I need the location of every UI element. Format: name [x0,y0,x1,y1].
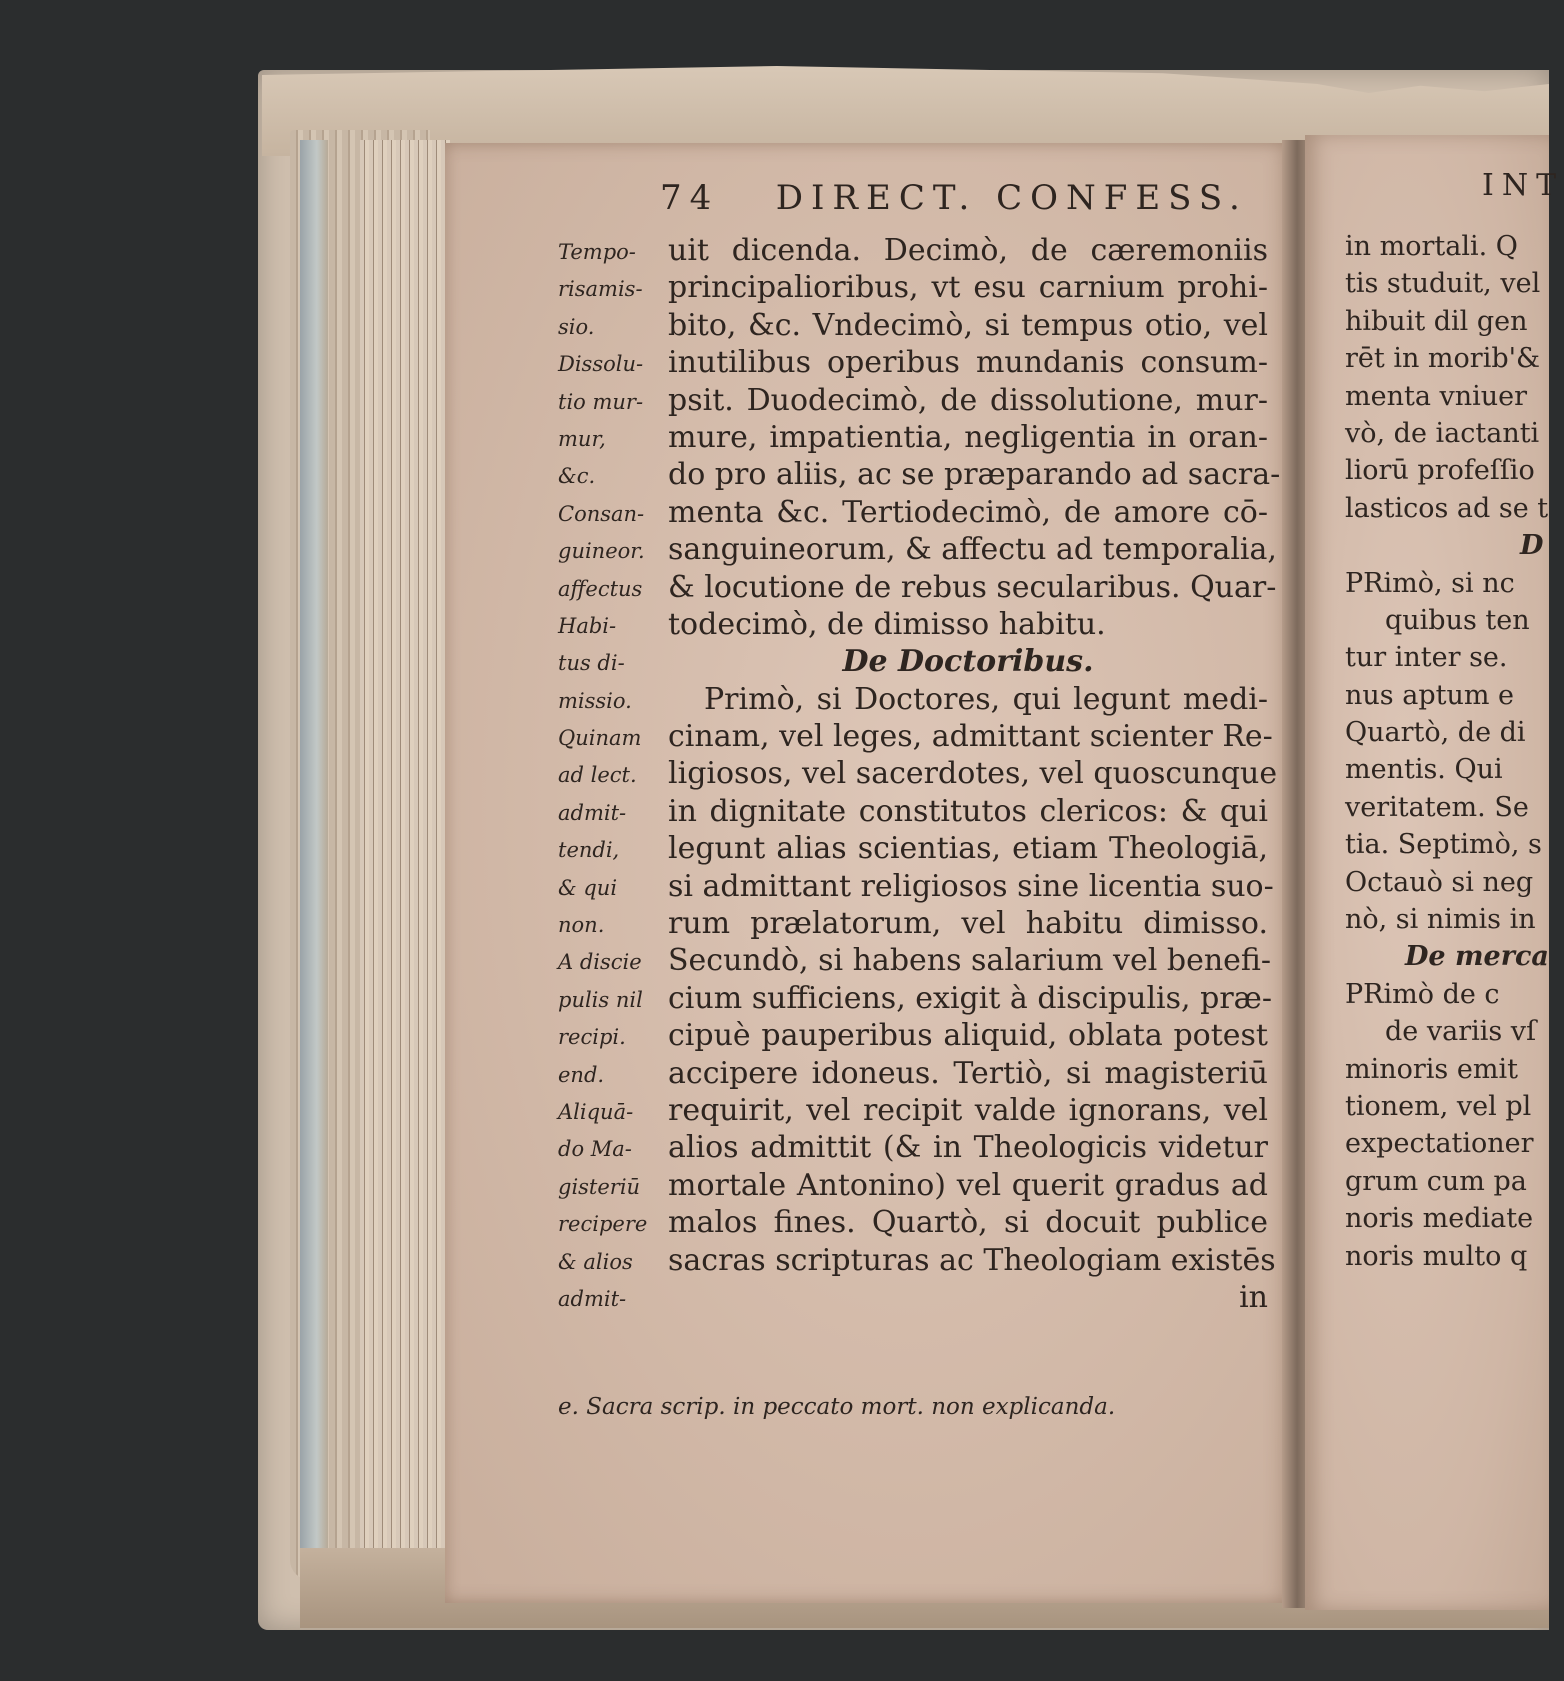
text-line: tia. Septimò, s [1345,829,1542,861]
margin-note: sio. [558,314,595,339]
margin-note: Tempo- [558,240,636,264]
margin-note: tendi, [558,838,620,863]
right-running-head: INT [1482,168,1564,203]
text-line: Octauò si neg [1345,866,1534,898]
margin-note: ad lect. [558,763,637,788]
margin-note: non. [558,913,605,938]
running-head-title: DIRECT. CONFESS. [775,178,1248,218]
margin-note: &c. [558,464,596,489]
margin-note: affectus [558,576,643,601]
text-line: cinam, vel leges, admittant scienter Re- [668,719,1273,755]
text-line: bito, &c. Vndecimò, si tempus otio, vel [668,307,1268,343]
footnote: e. Sacra scrip. in peccato mort. non explicanda. [558,1394,1116,1420]
text-line: do pro aliis, ac se præparando ad sacra- [668,457,1281,493]
text-line: tur inter se. [1345,642,1508,674]
section-heading: De merca [1405,941,1549,973]
text-line: mentis. Qui [1345,754,1503,786]
text-line: accipere idoneus. Tertiò, si magisteriū [668,1055,1268,1091]
catchword: in [1239,1279,1268,1315]
text-line: quibus ten [1385,604,1530,636]
text-line: menta vniuer [1345,380,1528,412]
text-line: alios admittit (& in Theologicis videtur [668,1130,1268,1166]
text-line: de variis vſ [1385,1016,1537,1048]
left-page-body [668,232,1281,1316]
margin-note: end. [558,1062,605,1087]
margin-note: mur, [558,426,606,451]
fore-edge [300,140,328,1570]
margin-note: Dissolu- [558,352,644,377]
margin-notes [558,234,670,1318]
margin-note: pulis nil [558,987,643,1012]
text-line: rēt in morib'& [1345,343,1541,375]
text-line: sanguineorum, & affectu ad temporalia, [668,532,1277,568]
page-stack [360,140,450,1565]
text-line: PRimò, si nc [1345,567,1515,599]
text-line: grum cum pa [1345,1165,1527,1197]
text-line: minoris emit [1345,1053,1518,1085]
margin-note: Aliquā- [558,1099,634,1124]
margin-note: guineor. [558,539,645,564]
margin-note: tus di- [558,651,625,676]
margin-note: Habi- [558,613,617,638]
margin-note: admit- [558,800,627,825]
page-number: 74 [660,178,720,218]
margin-note: risamis- [558,277,643,302]
text-line: principalioribus, vt esu carnium prohi- [668,270,1268,306]
margin-note: Consan- [558,501,645,526]
text-line: tionem, vel pl [1345,1090,1532,1122]
text-line: requirit, vel recipit valde ignorans, vel [668,1092,1268,1128]
text-line: in dignitate constitutos clericos: & qui [668,793,1268,829]
text-line: mure, impatientia, negligentia in oran- [668,419,1268,455]
margin-note: admit- [558,1286,627,1311]
text-line: rum prælatorum, vel habitu dimisso. [668,906,1268,942]
margin-note: do Ma- [558,1137,632,1162]
text-line: inutilibus operibus mundanis consum- [668,345,1268,381]
margin-note: & qui [558,875,618,900]
text-line: nus aptum e [1345,679,1515,711]
text-line: lasticos ad se t [1345,492,1549,524]
text-line: psit. Duodecimò, de dissolutione, mur- [668,382,1268,418]
text-line: cium sufficiens, exigit à discipulis, præ- [668,980,1272,1016]
text-line: si admittant religiosos sine licentia suo- [668,868,1274,904]
right-page-body [1345,228,1555,1275]
text-line: noris multo q [1345,1240,1528,1272]
margin-note: recipere [558,1212,648,1237]
text-line: sacras scripturas ac Theologiam existēs [668,1242,1276,1278]
text-line: Quartò, de di [1345,717,1526,749]
margin-note: & alios [558,1249,633,1274]
margin-note: tio mur- [558,389,644,414]
margin-note: recipi. [558,1025,626,1050]
text-line: noris mediate [1345,1203,1534,1235]
margin-note: Quinam [558,726,642,751]
text-line: todecimò, de dimisso habitu. [668,606,1106,642]
margin-note: gisteriū [558,1174,641,1199]
text-line: & locutione de rebus secularibus. Quar- [668,569,1277,605]
text-line: cipuè pauperibus aliquid, oblata potest [668,1018,1268,1054]
text-line: mortale Antonino) vel querit gradus ad [668,1167,1268,1203]
text-line: Secundò, si habens salarium vel benefi- [668,943,1272,979]
text-line: malos fines. Quartò, si docuit publice [668,1205,1268,1241]
section-heading: De Doctoribus. [842,644,1094,680]
margin-note: A discie [558,950,642,975]
left-running-head [660,178,1248,218]
text-line: veritatem. Se [1345,791,1529,823]
text-line: liorū profeſſio [1345,455,1535,487]
text-line: tis studuit, vel [1345,268,1541,300]
text-line: uit dicenda. Decimò, de cæremoniis [668,233,1268,268]
text-line: ligiosos, vel sacerdotes, vel quoscunque [668,756,1278,792]
text-line: menta &c. Tertiodecimò, de amore cō- [668,494,1268,530]
text-line: PRimò de c [1345,978,1500,1010]
text-line: legunt alias scientias, etiam Theologiā, [668,831,1268,867]
margin-note: missio. [558,688,632,713]
text-line: Primò, si Doctores, qui legunt medi- [704,681,1268,717]
text-line: in mortali. Q [1345,231,1518,262]
text-line: nò, si nimis in [1345,904,1536,936]
text-line: expectationer [1345,1128,1534,1160]
text-line: hibuit dil gen [1345,305,1528,337]
text-line: vò, de iactanti [1345,417,1540,449]
section-heading: D [1520,530,1544,562]
